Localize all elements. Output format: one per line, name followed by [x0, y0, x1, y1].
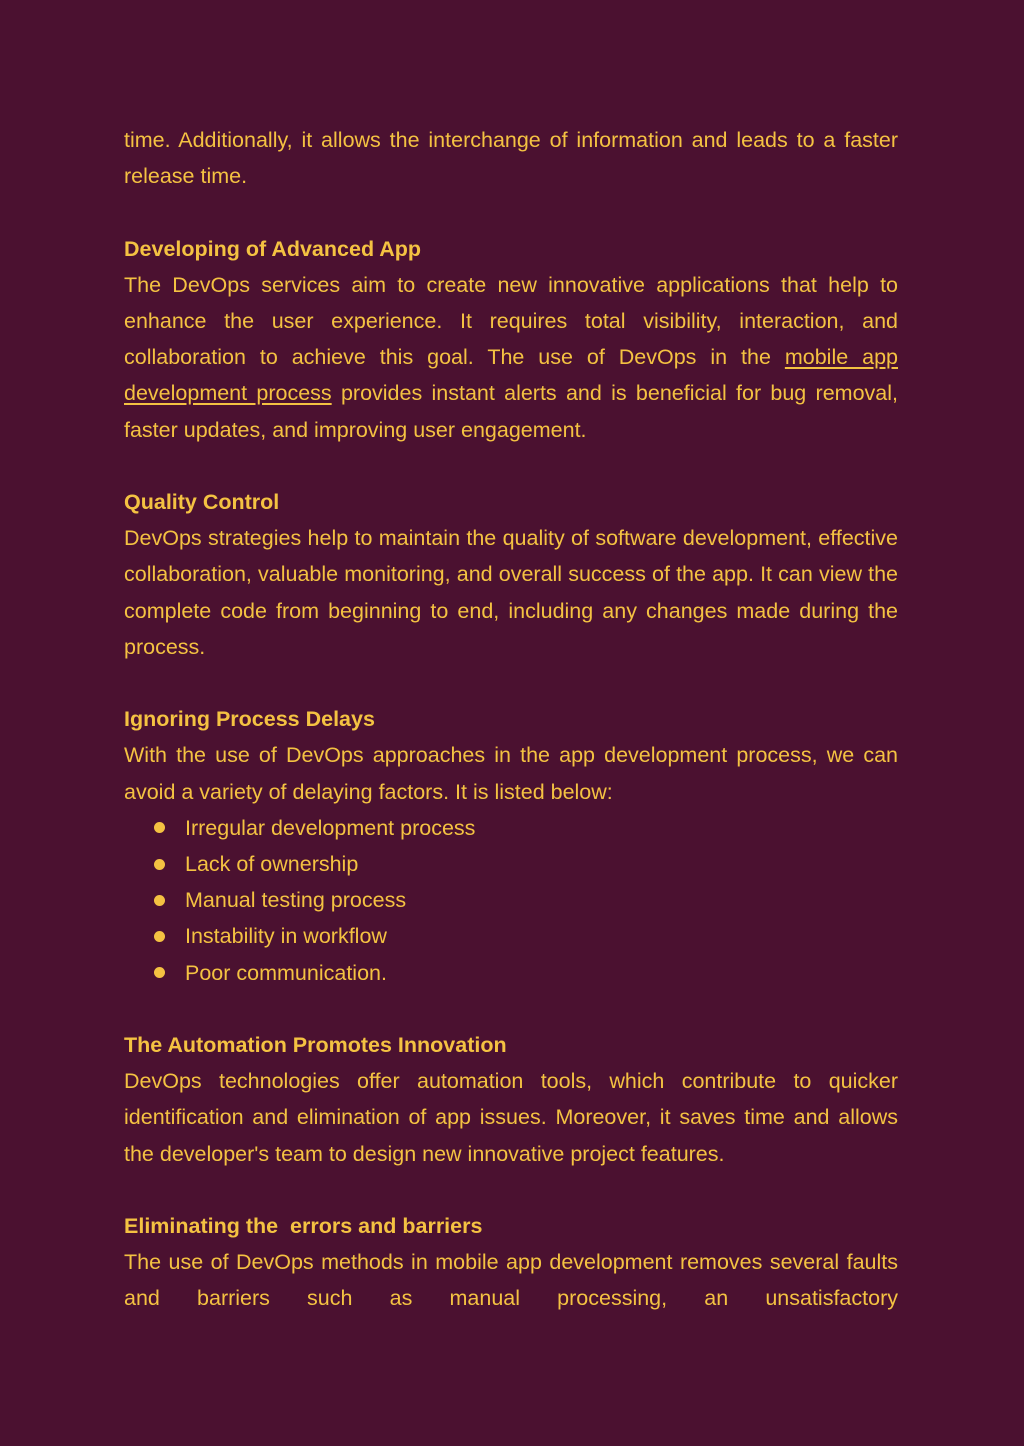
errors-barriers-heading: Eliminating the errors and barriers	[124, 1214, 483, 1239]
section-spacer	[124, 448, 898, 484]
advanced-app-text-before-link: The DevOps services aim to create new innovative applications that help to enhance the user experience. It requires total visibility, interaction, and collaboration to achieve this goal. The use of DevOps in the	[124, 272, 898, 370]
list-item-text: Lack of ownership	[185, 852, 359, 877]
advanced-app-section	[124, 231, 898, 448]
bullet-icon	[154, 859, 165, 870]
process-delays-paragraph: With the use of DevOps approaches in the app development process, we can avoid a variety of delaying factors. It is listed below:	[124, 743, 898, 804]
intro-paragraph: time. Additionally, it allows the interchange of information and leads to a faster release time.	[124, 128, 898, 189]
section-spacer	[124, 1172, 898, 1208]
automation-paragraph: DevOps technologies offer automation tools, which contribute to quicker identification and elimination of app issues. Moreover, it saves time and allows the developer's team to design new innovative project features.	[124, 1069, 898, 1166]
delay-factors-list	[124, 810, 898, 991]
process-delays-section	[124, 701, 898, 991]
advanced-app-heading: Developing of Advanced App	[124, 236, 422, 261]
section-spacer	[124, 194, 898, 230]
errors-barriers-section	[124, 1208, 898, 1317]
list-item	[154, 955, 898, 991]
advanced-app-text-after-link: provides instant alerts and is beneficial for bug removal, faster updates, and improving user engagement.	[124, 381, 898, 442]
intro-section	[124, 122, 898, 194]
process-delays-heading: Ignoring Process Delays	[124, 707, 375, 732]
section-spacer	[124, 665, 898, 701]
quality-control-paragraph: DevOps strategies help to maintain the quality of software development, effective collaboration, valuable monitoring, and overall success of the app. It can view the complete code from beginning to end, including any changes made during the process.	[124, 526, 898, 659]
bullet-icon	[154, 895, 165, 906]
list-item-text: Instability in workflow	[185, 924, 387, 949]
list-item	[154, 882, 898, 918]
bullet-icon	[154, 967, 165, 978]
mobile-app-development-link[interactable]: mobile app development process	[124, 345, 899, 406]
automation-section	[124, 1027, 898, 1172]
errors-barriers-paragraph: The use of DevOps methods in mobile app development removes several faults and barriers such as manual processing, an unsatisfactory	[124, 1250, 898, 1311]
list-item	[154, 918, 898, 954]
quality-control-section	[124, 484, 898, 665]
list-item-text: Irregular development process	[185, 815, 476, 840]
list-item-text: Manual testing process	[185, 888, 407, 913]
quality-control-heading: Quality Control	[124, 490, 280, 514]
bullet-icon	[154, 822, 165, 833]
list-item	[154, 846, 898, 882]
section-spacer	[124, 991, 898, 1027]
automation-heading: The Automation Promotes Innovation	[124, 1033, 507, 1058]
list-item	[154, 810, 898, 846]
list-item-text: Poor communication.	[185, 960, 387, 985]
advanced-app-paragraph	[124, 267, 898, 448]
bullet-icon	[154, 931, 165, 942]
